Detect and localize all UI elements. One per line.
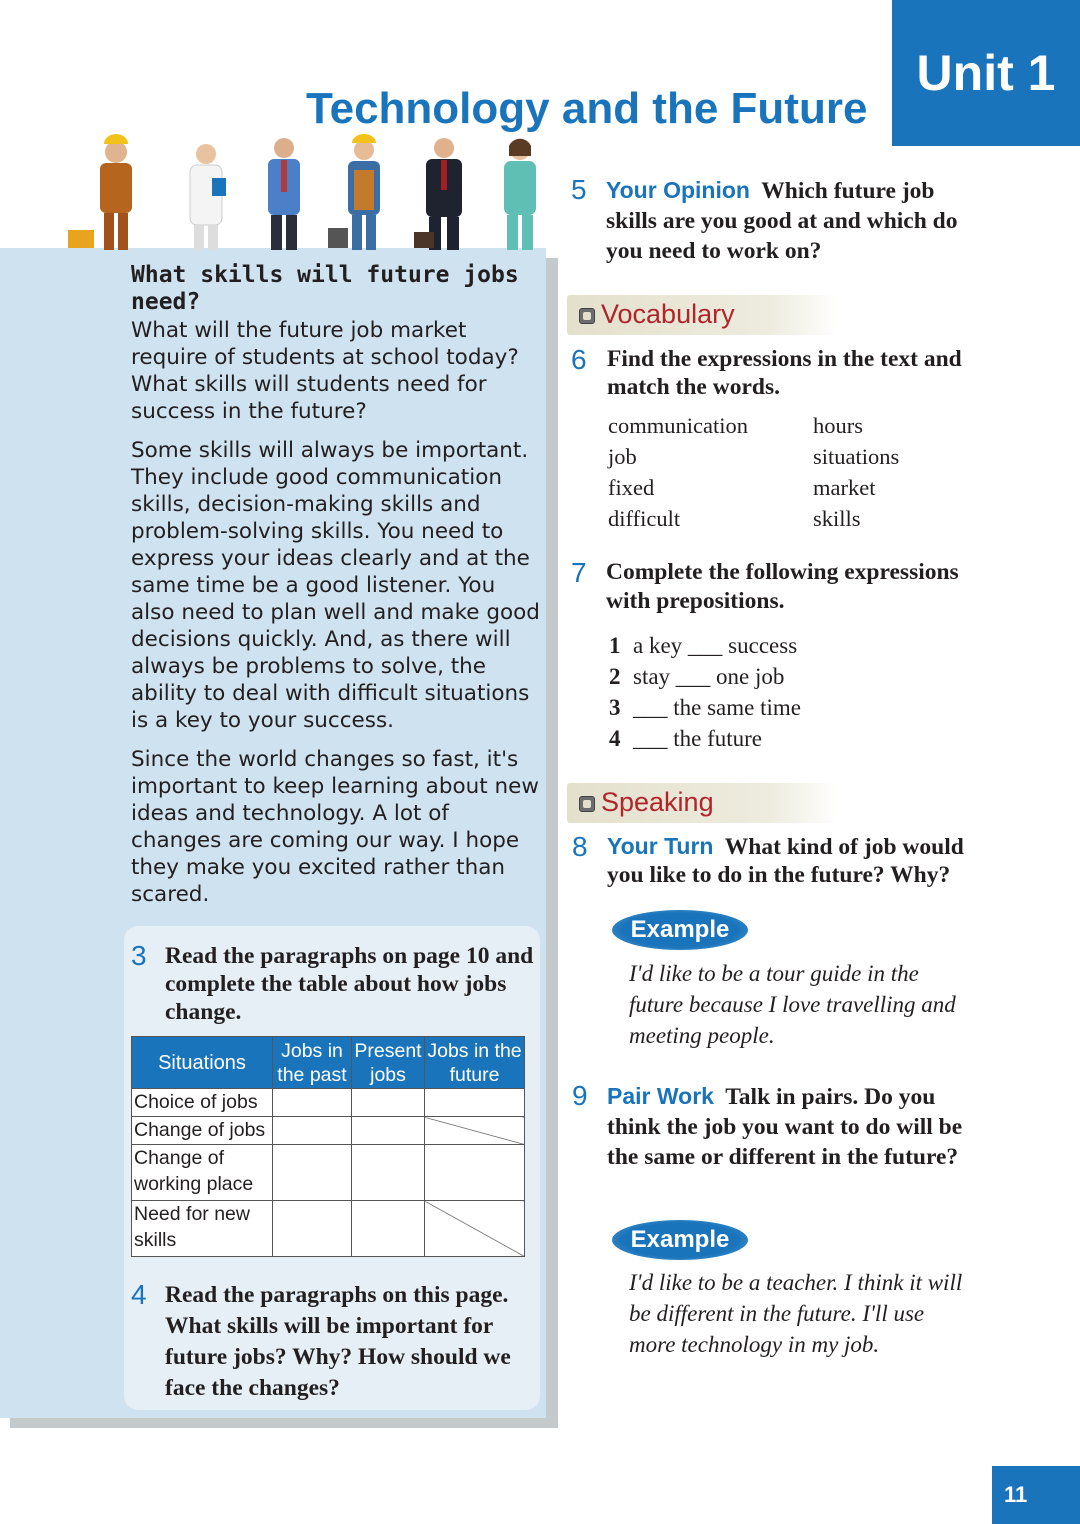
- section-icon: [579, 796, 595, 812]
- task-9-instruction: [607, 1081, 979, 1172]
- table-cell[interactable]: [273, 1117, 352, 1145]
- task-5-text: Which future job skills are you good at and which do you need to work on?: [606, 178, 958, 264]
- reading-passage: [131, 262, 541, 920]
- table-row-label: Need for new skills: [132, 1201, 273, 1257]
- task-5-tag: Your Opinion: [606, 177, 750, 203]
- woman-worker-figure: [328, 134, 380, 250]
- task-9-number: 9: [572, 1080, 588, 1111]
- vocabulary-heading: Vocabulary: [601, 299, 735, 329]
- word-item: communication: [608, 413, 748, 438]
- exercise-item: [609, 723, 801, 754]
- businessman-figure: [268, 138, 300, 250]
- exercise-item-number: 1: [609, 633, 621, 658]
- table-cell[interactable]: [273, 1201, 352, 1257]
- word-item: skills: [813, 506, 861, 531]
- table-header-past: Jobs in the past: [273, 1037, 352, 1089]
- word-item: fixed: [608, 475, 655, 500]
- task-8-tag: Your Turn: [607, 833, 714, 859]
- speaking-heading: Speaking: [601, 787, 714, 817]
- unit-label: Unit 1: [892, 0, 1080, 146]
- exercise-item: [609, 692, 801, 723]
- preposition-exercise: [609, 630, 801, 754]
- table-header-present: Present jobs: [352, 1037, 425, 1089]
- table-cell-crossed: [425, 1117, 525, 1145]
- example-text: I'd like to be a teacher. I think it will be different in the future. I'll use more technology in my job.: [629, 1270, 963, 1357]
- table-header-future: Jobs in the future: [425, 1037, 525, 1089]
- word-item: job: [608, 444, 637, 469]
- exercise-item-number: 3: [609, 695, 621, 720]
- manager-figure: [414, 138, 462, 250]
- task-8-number: 8: [572, 831, 588, 862]
- workers-illustration: [66, 130, 566, 250]
- task-8-instruction: [607, 832, 997, 889]
- section-icon: [579, 308, 595, 324]
- table-cell[interactable]: [425, 1089, 525, 1117]
- word-list-right: [813, 410, 899, 534]
- nurse-figure: [504, 139, 536, 250]
- exercise-item-text[interactable]: ___ the future: [633, 726, 763, 751]
- word-item: situations: [813, 444, 900, 469]
- table-cell[interactable]: [273, 1089, 352, 1117]
- table-cell[interactable]: [352, 1089, 425, 1117]
- word-item: difficult: [608, 506, 681, 531]
- doctor-figure: [190, 144, 226, 250]
- exercise-item-text[interactable]: stay ___ one job: [633, 664, 785, 689]
- page-title: Technology and the Future: [306, 84, 868, 133]
- table-cell[interactable]: [273, 1145, 352, 1201]
- task-4-number: 4: [131, 1279, 147, 1310]
- reading-heading: What skills will future jobs need?: [131, 262, 519, 315]
- task-6-instruction: Find the expressions in the text and match the words.: [607, 346, 962, 400]
- reading-paragraph-2: Some skills will always be important. They include good communication skills, decision-making skills and problem-solving skills. You need to express your ideas clearly and at the same time be a good listener. You also need to plan well and make good decisions quickly. And, as there will always be problems to solve, the ability to deal with difficult situations is a key to your success.: [131, 438, 540, 733]
- example-text: I'd like to be a tour guide in the future because I love travelling and meeting people.: [629, 961, 956, 1048]
- word-item: hours: [813, 413, 863, 438]
- task-5-number: 5: [571, 174, 587, 205]
- task-7-number: 7: [571, 557, 587, 588]
- exercise-item: [609, 630, 801, 661]
- task-7-instruction: Complete the following expressions with prepositions.: [606, 559, 959, 614]
- task-4-instruction: Read the paragraphs on this page. What skills will be important for future jobs? Why? How should we face the changes?: [165, 1282, 511, 1401]
- table-cell-crossed: [425, 1201, 525, 1257]
- table-cell[interactable]: [425, 1145, 525, 1201]
- vocabulary-section-header: [567, 295, 839, 335]
- table-cell[interactable]: [352, 1117, 425, 1145]
- table-cell[interactable]: [352, 1145, 425, 1201]
- exercise-item: [609, 661, 801, 692]
- page-number: 11: [992, 1466, 1080, 1524]
- task-6-number: 6: [571, 344, 587, 375]
- word-item: market: [813, 475, 876, 500]
- table-cell[interactable]: [352, 1201, 425, 1257]
- exercise-item-text[interactable]: ___ the same time: [633, 695, 801, 720]
- table-header-situations: Situations: [132, 1037, 273, 1089]
- task-9-text: Talk in pairs. Do you think the job you want to do will be the same or different in the future?: [607, 1084, 963, 1170]
- table-row-label: Change of jobs: [132, 1117, 273, 1145]
- table-row-label: Choice of jobs: [132, 1089, 273, 1117]
- example-badge: Example: [612, 910, 748, 950]
- task-9-tag: Pair Work: [607, 1083, 714, 1109]
- reading-paragraph-1: What will the future job market require of students at school today? What skills will students need for success in the future?: [131, 318, 519, 424]
- exercise-item-number: 4: [609, 726, 621, 751]
- word-list-left: [608, 410, 748, 534]
- task-3-instruction: Read the paragraphs on page 10 and complete the table about how jobs change.: [165, 943, 534, 1025]
- task-8-text: What kind of job would you like to do in the future? Why?: [607, 834, 964, 888]
- table-row-label: Change of working place: [132, 1145, 273, 1201]
- exercise-item-number: 2: [609, 664, 621, 689]
- example-badge: Example: [612, 1220, 748, 1260]
- speaking-section-header: [567, 783, 839, 823]
- task-3-number: 3: [131, 940, 147, 971]
- reading-paragraph-3: Since the world changes so fast, it's important to keep learning about new ideas and technology. A lot of changes are coming our way. I hope they make you excited rather than scared.: [131, 747, 539, 907]
- exercise-item-text[interactable]: a key ___ success: [633, 633, 798, 658]
- worker-figure: [68, 134, 132, 250]
- job-change-table: [131, 1036, 525, 1257]
- task-5-instruction: [606, 175, 986, 266]
